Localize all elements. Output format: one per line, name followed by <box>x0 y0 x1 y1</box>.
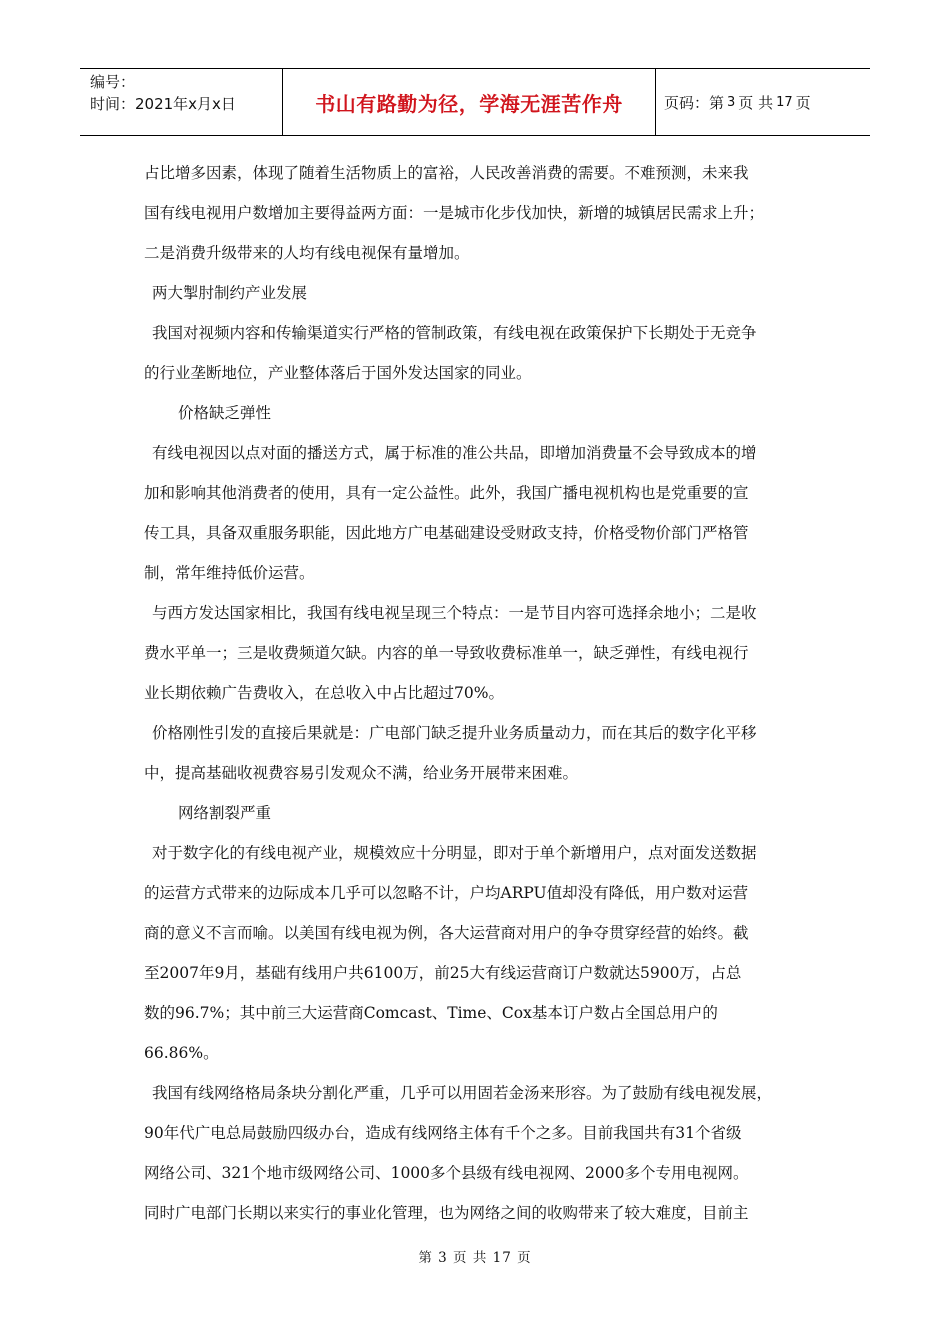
body-line: 的运营方式带来的边际成本几乎可以忽略不计，户均ARPU值却没有降低，用户数对运营 <box>144 884 749 902</box>
page-label-mid: 页 共 <box>738 93 774 112</box>
section-heading: 两大掣肘制约产业发展 <box>152 284 308 302</box>
body-line: 至2007年9月，基础有线用户共6100万，前25大有线运营商订户数就达5900万，占总 <box>144 964 742 982</box>
header-meta <box>80 69 282 135</box>
body-line: 占比增多因素，体现了随着生活物质上的富裕，人民改善消费的需要。不难预测，未来我 <box>144 164 749 182</box>
body-line: 传工具，具备双重服务职能，因此地方广电基础建设受财政支持，价格受物价部门严格管 <box>144 524 749 542</box>
page-label-suffix: 页 <box>795 93 811 112</box>
body-line: 价格刚性引发的直接后果就是：广电部门缺乏提升业务质量动力，而在其后的数字化平移 <box>152 724 757 742</box>
header-page-info <box>656 69 870 135</box>
subsection-heading: 价格缺乏弹性 <box>178 404 272 422</box>
body-line: 同时广电部门长期以来实行的事业化管理，也为网络之间的收购带来了较大难度，目前主 <box>144 1204 749 1222</box>
subsection-heading: 网络割裂严重 <box>178 804 272 822</box>
page-total: 17 <box>776 94 793 110</box>
body-line: 我国有线网络格局条块分割化严重，几乎可以用固若金汤来形容。为了鼓励有线电视发展， <box>152 1084 773 1102</box>
body-line: 与西方发达国家相比，我国有线电视呈现三个特点：一是节目内容可选择余地小；二是收 <box>152 604 757 622</box>
body-line: 网络公司、321个地市级网络公司、1000多个县级有线电视网、2000多个专用电视网。 <box>144 1164 749 1182</box>
document-number-label: 编号： <box>90 73 136 91</box>
body-line: 制，常年维持低价运营。 <box>144 564 315 582</box>
body-line: 对于数字化的有线电视产业，规模效应十分明显，即对于单个新增用户，点对面发送数据 <box>152 844 757 862</box>
body-line: 的行业垄断地位，产业整体落后于国外发达国家的同业。 <box>144 364 532 382</box>
body-line: 商的意义不言而喻。以美国有线电视为例，各大运营商对用户的争夺贯穿经营的始终。截 <box>144 924 749 942</box>
body-line: 我国对视频内容和传输渠道实行严格的管制政策，有线电视在政策保护下长期处于无竞争 <box>152 324 757 342</box>
body-line: 业长期依赖广告费收入，在总收入中占比超过70%。 <box>144 684 504 702</box>
body-line: 费水平单一；三是收费频道欠缺。内容的单一导致收费标准单一，缺乏弹性，有线电视行 <box>144 644 749 662</box>
body-line: 66.86%。 <box>144 1044 219 1062</box>
document-time: 时间：2021年x月x日 <box>90 95 236 113</box>
body-line: 国有线电视用户数增加主要得益两方面：一是城市化步伐加快，新增的城镇居民需求上升； <box>144 204 765 222</box>
page-footer: 第 3 页 共 17 页 <box>418 1250 532 1266</box>
header-motto: 书山有路勤为径，学海无涯苦作舟 <box>282 69 656 135</box>
body-line: 加和影响其他消费者的使用，具有一定公益性。此外，我国广播电视机构也是党重要的宣 <box>144 484 749 502</box>
body-line: 90年代广电总局鼓励四级办台，造成有线网络主体有千个之多。目前我国共有31个省级 <box>144 1124 742 1142</box>
page-label-prefix: 页码：第 <box>664 93 725 112</box>
document-body <box>144 153 812 1233</box>
body-line: 二是消费升级带来的人均有线电视保有量增加。 <box>144 244 470 262</box>
page-header <box>80 68 870 136</box>
body-line: 数的96.7%；其中前三大运营商Comcast、Time、Cox基本订户数占全国总用户的 <box>144 1004 718 1022</box>
body-line: 中，提高基础收视费容易引发观众不满，给业务开展带来困难。 <box>144 764 579 782</box>
page-current: 3 <box>727 94 736 110</box>
body-line: 有线电视因以点对面的播送方式，属于标准的准公共品，即增加消费量不会导致成本的增 <box>152 444 757 462</box>
